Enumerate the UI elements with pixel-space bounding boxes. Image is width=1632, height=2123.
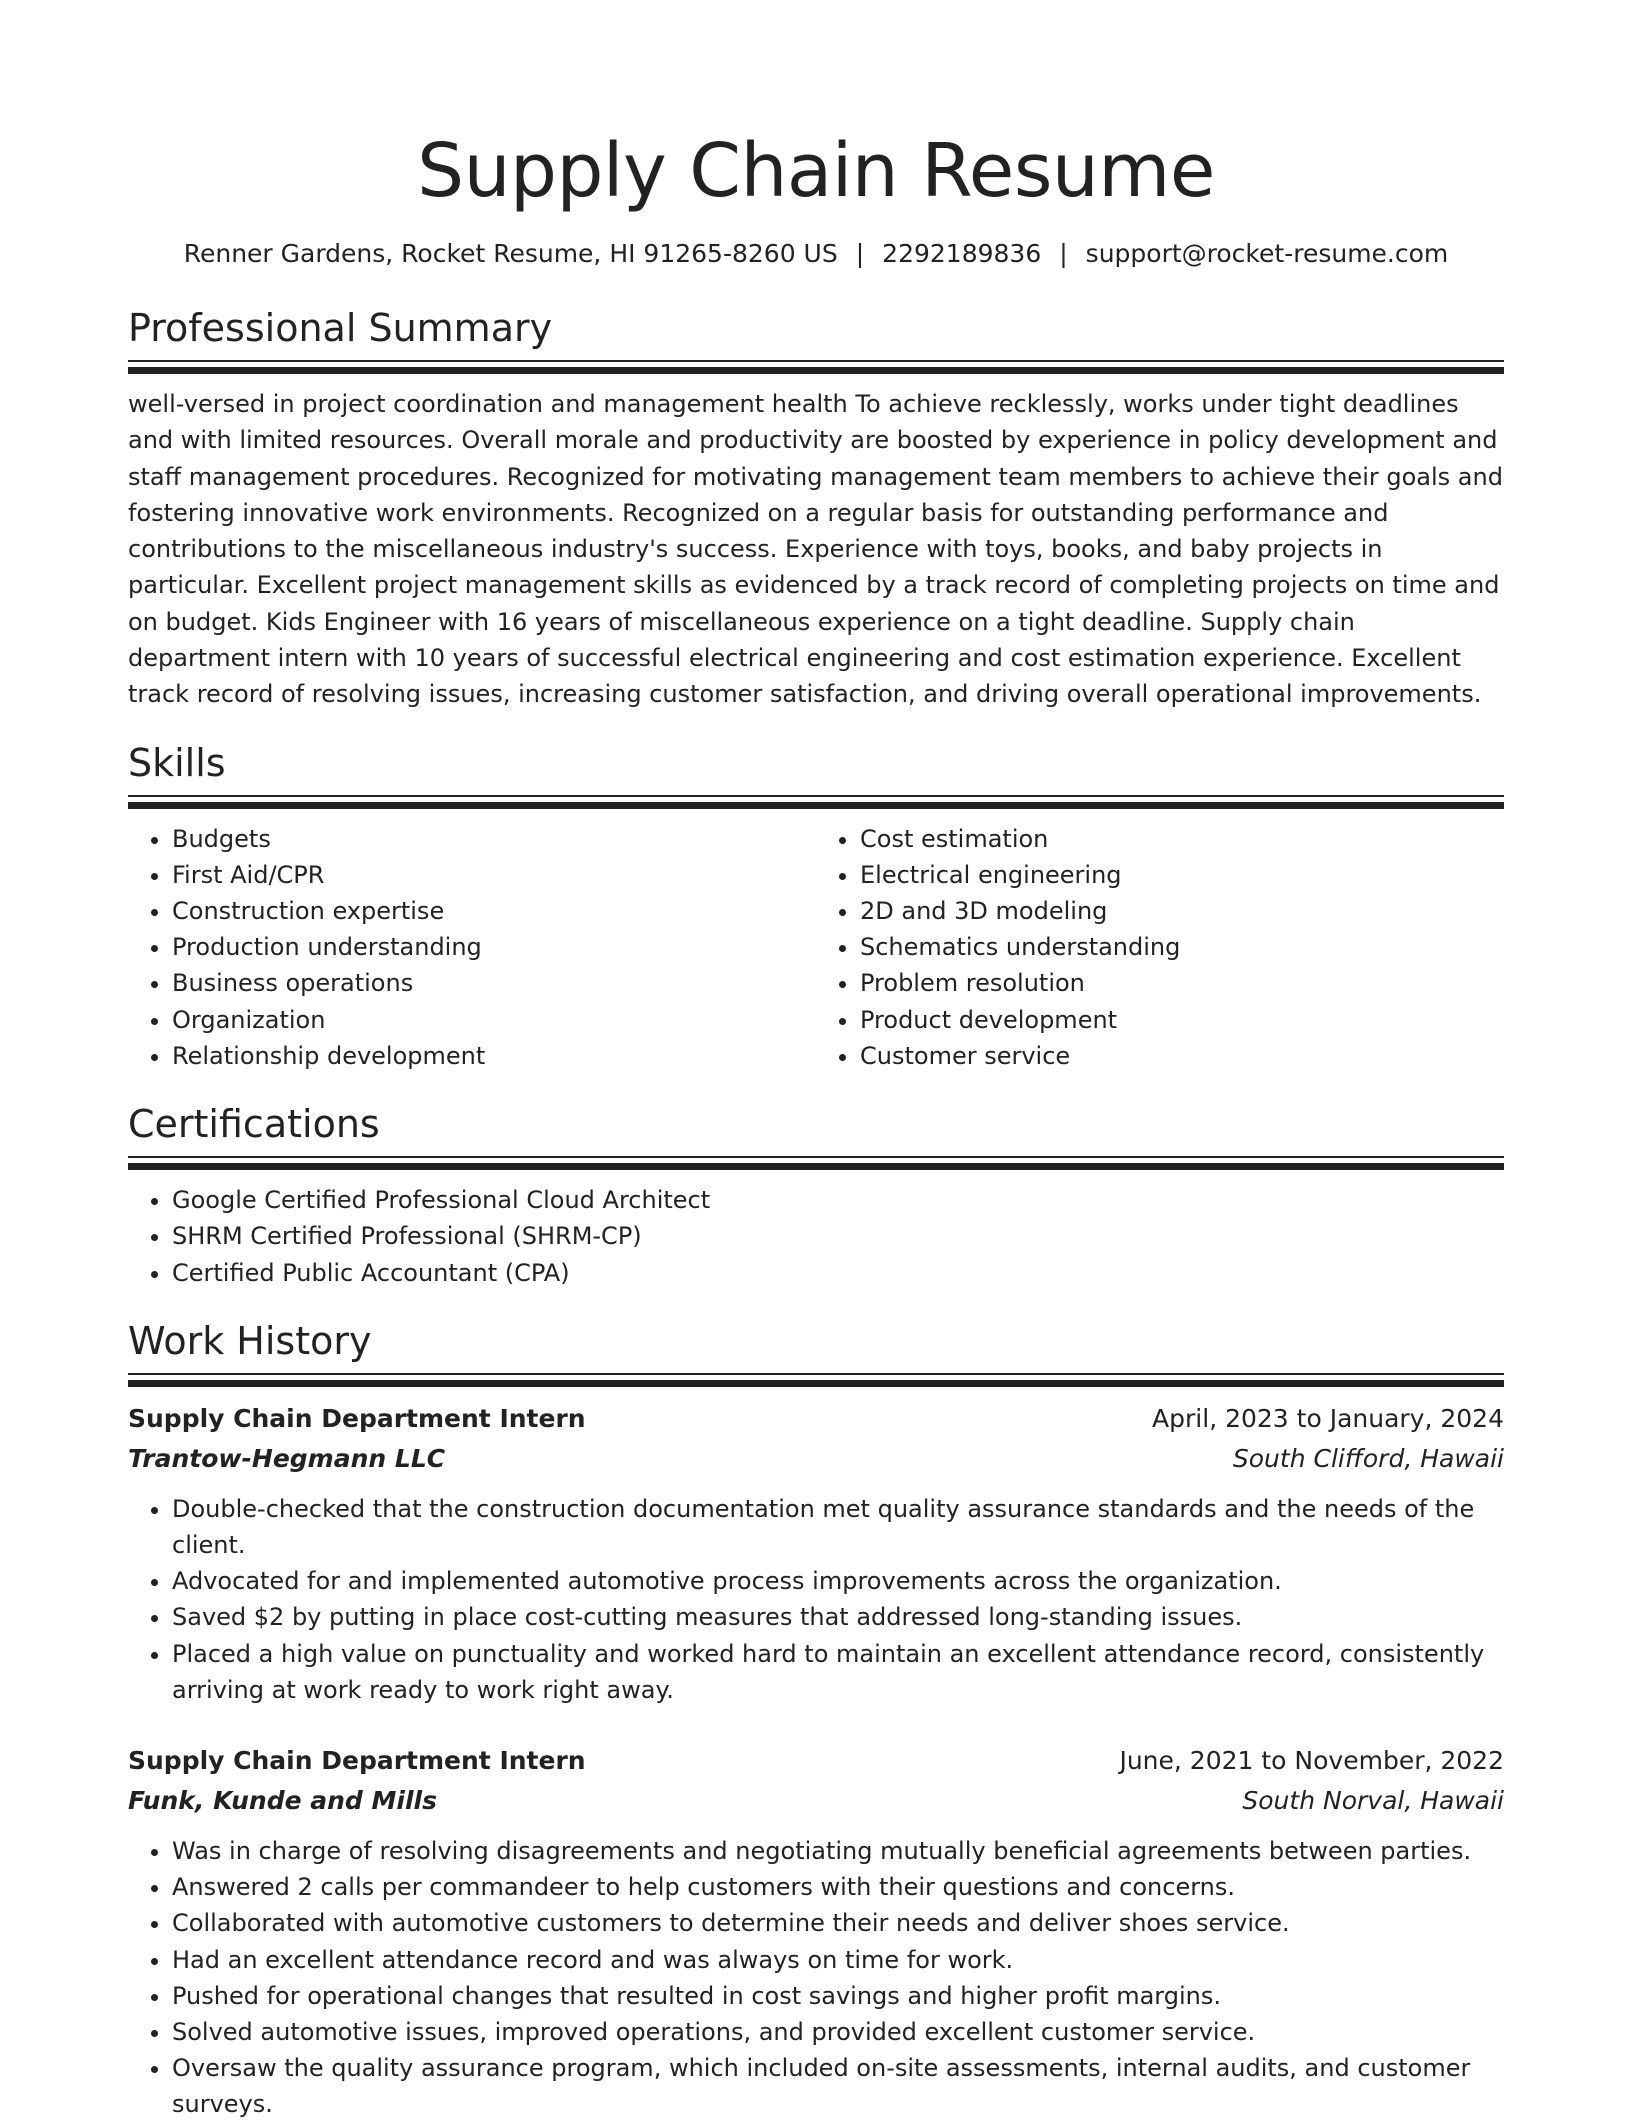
resume-page <box>128 0 1504 2123</box>
certifications-heading: Certifications <box>128 1102 380 1147</box>
work-history-section <box>128 1317 1504 2123</box>
contact-address: Renner Gardens, Rocket Resume, HI 91265-8260 US <box>183 239 838 268</box>
job-location: South Norval, Hawaii <box>1242 1785 1504 1815</box>
skill-item: • Cost estimation <box>860 821 1504 857</box>
job-company: Funk, Kunde and Mills <box>128 1785 437 1815</box>
job-bullets <box>128 1491 1504 1708</box>
work-history-heading: Work History <box>128 1318 372 1363</box>
job-dates: April, 2023 to January, 2024 <box>1152 1403 1504 1433</box>
skill-item: • Electrical engineering <box>860 857 1504 893</box>
skill-item: • Problem resolution <box>860 965 1504 1001</box>
summary-text: well-versed in project coordination and management health To achieve recklessly, works under tight deadlines and with limited resources. Overall morale and productivity are boosted by experience in policy development and staff management procedures. Recognized for motivating management team members to achieve their goals and fostering innovative work environments. Recognized on a regular basis for outstanding performance and contributions to the miscellaneous industry's success. Experience with toys, books, and baby projects in particular. Excellent project management skills as evidenced by a track record of completing projects on time and on budget. Kids Engineer with 16 years of miscellaneous experience on a tight deadline. Supply chain department intern with 10 years of successful electrical engineering and cost estimation experience. Excellent track record of resolving issues, increasing customer satisfaction, and driving overall operational improvements. <box>128 390 1503 709</box>
skill-item: • Organization <box>172 1002 816 1038</box>
summary-section <box>128 304 1504 713</box>
job-bullet: • Solved automotive issues, improved operations, and provided excellent customer service. <box>172 2014 1504 2050</box>
job-entry <box>128 1741 1504 2123</box>
skill-item: • Budgets <box>172 821 816 857</box>
job-bullet: • Answered 2 calls per commandeer to help customers with their questions and concerns. <box>172 1869 1504 1905</box>
job-bullet: • Had an excellent attendance record and was always on time for work. <box>172 1942 1504 1978</box>
job-title: Supply Chain Department Intern <box>128 1745 586 1775</box>
job-bullets <box>128 1833 1504 2123</box>
job-company: Trantow-Hegmann LLC <box>128 1443 446 1473</box>
skill-item: • Business operations <box>172 965 816 1001</box>
certification-item: • Certified Public Accountant (CPA) <box>172 1255 1504 1291</box>
contact-phone: 2292189836 <box>882 239 1042 268</box>
job-subheader <box>128 1781 1504 1821</box>
job-bullet: • Was in charge of resolving disagreements and negotiating mutually beneficial agreements between parties. <box>172 1833 1504 1869</box>
skills-list-left <box>128 821 816 1074</box>
skills-heading: Skills <box>128 740 226 785</box>
job-subheader <box>128 1439 1504 1479</box>
skill-item: • Production understanding <box>172 929 816 965</box>
job-bullet: • Collaborated with automotive customers to determine their needs and deliver shoes service. <box>172 1905 1504 1941</box>
contact-line <box>128 237 1504 271</box>
skills-grid <box>128 821 1504 1074</box>
skill-item: • First Aid/CPR <box>172 857 816 893</box>
contact-separator: | <box>1059 239 1068 268</box>
section-divider <box>128 1373 1504 1387</box>
job-title: Supply Chain Department Intern <box>128 1403 586 1433</box>
skill-item: • 2D and 3D modeling <box>860 893 1504 929</box>
certifications-list <box>128 1182 1504 1291</box>
certification-item: • SHRM Certified Professional (SHRM-CP) <box>172 1218 1504 1254</box>
job-bullet: • Saved $2 by putting in place cost-cutting measures that addressed long-standing issues. <box>172 1599 1504 1635</box>
job-location: South Clifford, Hawaii <box>1232 1443 1504 1473</box>
skills-section <box>128 739 1504 1074</box>
section-divider <box>128 1156 1504 1170</box>
summary-heading: Professional Summary <box>128 306 553 350</box>
skill-item: • Relationship development <box>172 1038 816 1074</box>
job-dates: June, 2021 to November, 2022 <box>1119 1745 1504 1775</box>
certification-item: • Google Certified Professional Cloud Architect <box>172 1182 1504 1218</box>
contact-email: support@rocket-resume.com <box>1085 239 1449 268</box>
job-bullet: • Advocated for and implemented automotive process improvements across the organization. <box>172 1563 1504 1599</box>
skill-item: • Customer service <box>860 1038 1504 1074</box>
certifications-section <box>128 1100 1504 1291</box>
job-bullet: • Double-checked that the construction documentation met quality assurance standards and the needs of the client. <box>172 1491 1504 1563</box>
section-divider <box>128 360 1504 374</box>
job-bullet: • Oversaw the quality assurance program, which included on-site assessments, internal audits, and customer surveys. <box>172 2050 1504 2122</box>
job-entry <box>128 1399 1504 1708</box>
resume-title: Supply Chain Resume <box>417 128 1215 214</box>
job-bullet: • Pushed for operational changes that resulted in cost savings and higher profit margins. <box>172 1978 1504 2014</box>
skill-item: • Product development <box>860 1002 1504 1038</box>
job-bullet: • Placed a high value on punctuality and worked hard to maintain an excellent attendance record, consistently arriving at work ready to work right away. <box>172 1636 1504 1708</box>
section-divider <box>128 795 1504 809</box>
contact-separator: | <box>855 239 865 268</box>
skills-list-right <box>816 821 1504 1074</box>
job-header <box>128 1741 1504 1781</box>
job-header <box>128 1399 1504 1439</box>
skill-item: • Construction expertise <box>172 893 816 929</box>
skill-item: • Schematics understanding <box>860 929 1504 965</box>
